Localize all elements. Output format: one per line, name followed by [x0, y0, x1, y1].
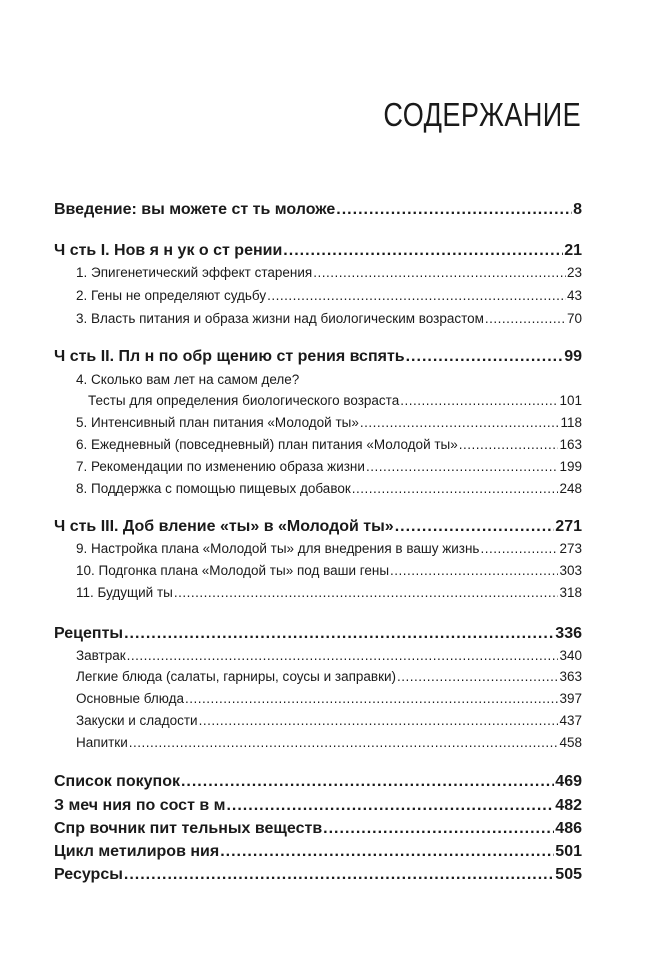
toc-entry-page: 336 [555, 625, 582, 642]
toc-entry-label: Напитки [76, 735, 128, 750]
dot-leader [220, 843, 554, 861]
dot-leader [459, 437, 559, 452]
dot-leader [199, 713, 559, 728]
dot-leader [395, 518, 555, 536]
toc-entry-main-dishes[interactable] [76, 691, 582, 706]
toc-entry-page: 21 [564, 242, 582, 259]
dot-leader [352, 481, 559, 496]
toc-entry-chapter-6[interactable] [76, 437, 582, 452]
toc-entry-label: 1. Эпигенетический эффект старения [76, 265, 313, 280]
dot-leader [336, 201, 572, 219]
toc-entry-page: 437 [559, 713, 582, 728]
dot-leader [124, 625, 554, 643]
toc-entry-label: Тесты для определения биологического возраста [88, 393, 400, 408]
toc-entry-methylation-cycle[interactable] [54, 843, 582, 861]
toc-entry-label: Ч сть I. Нов я н ук о ст рении [54, 242, 283, 259]
toc-entry-chapter-4[interactable]: 4. Сколько вам лет на самом деле? [76, 372, 300, 387]
toc-entry-page: 458 [559, 735, 582, 750]
dot-leader [174, 585, 559, 600]
toc-entry-label: Рецепты [54, 625, 124, 642]
dot-leader [406, 348, 564, 366]
toc-entry-chapter-2[interactable] [76, 288, 582, 303]
toc-entry-page: 486 [555, 820, 582, 837]
dot-leader [323, 820, 554, 838]
dot-leader [226, 797, 554, 815]
toc-entry-page: 43 [566, 288, 582, 303]
toc-entry-page: 8 [573, 201, 582, 218]
toc-entry-chapter-1[interactable] [76, 265, 582, 280]
dot-leader [485, 311, 566, 326]
toc-entry-ingredient-notes[interactable] [54, 797, 582, 815]
toc-entry-page: 163 [559, 437, 582, 452]
toc-entry-label: Цикл метилиров ния [54, 843, 220, 860]
toc-entry-page: 273 [559, 541, 582, 556]
toc-entry-page: 482 [555, 797, 582, 814]
toc-entry-page: 271 [555, 518, 582, 535]
toc-entry-page: 23 [566, 265, 582, 280]
toc-entry-page: 397 [559, 691, 582, 706]
toc-entry-part-2[interactable] [54, 348, 582, 366]
dot-leader [390, 563, 558, 578]
dot-leader [283, 242, 563, 260]
toc-entry-page: 505 [555, 866, 582, 883]
toc-entry-label: 10. Подгонка плана «Молодой ты» под ваши гены [76, 563, 390, 578]
dot-leader [397, 669, 558, 684]
toc-entry-label: 11. Будущий ты [76, 585, 173, 600]
dot-leader [124, 866, 554, 884]
toc-entry-chapter-8[interactable] [76, 481, 582, 496]
toc-entry-label: 3. Власть питания и образа жизни над биологическим возрастом [76, 311, 484, 326]
toc-entry-recipes[interactable] [54, 625, 582, 643]
dot-leader [127, 648, 559, 663]
toc-entry-chapter-4-sub[interactable] [88, 393, 582, 408]
toc-entry-resources[interactable] [54, 866, 582, 884]
toc-entry-label: 7. Рекомендации по изменению образа жизни [76, 459, 365, 474]
toc-entry-page: 118 [560, 415, 582, 430]
toc-entry-label: 6. Ежедневный (повседневный) план питания «Молодой ты» [76, 437, 458, 452]
toc-entry-page: 501 [555, 843, 582, 860]
toc-entry-chapter-5[interactable] [76, 415, 582, 430]
dot-leader [129, 735, 559, 750]
toc-entry-chapter-10[interactable] [76, 563, 582, 578]
toc-entry-label: Ресурсы [54, 866, 123, 883]
dot-leader [360, 415, 560, 430]
toc-entry-snacks-sweets[interactable] [76, 713, 582, 728]
page-title: СОДЕРЖАНИЕ [383, 96, 581, 133]
toc-entry-chapter-7[interactable] [76, 459, 582, 474]
toc-entry-label: 5. Интенсивный план питания «Молодой ты» [76, 415, 359, 430]
toc-entry-label: Спр вочник пит тельных веществ [54, 820, 323, 837]
toc-entry-page: 101 [559, 393, 582, 408]
toc-entry-page: 303 [559, 563, 582, 578]
dot-leader [400, 393, 558, 408]
toc-entry-nutrient-reference[interactable] [54, 820, 582, 838]
toc-entry-label: Завтрак [76, 648, 126, 663]
dot-leader [366, 459, 559, 474]
dot-leader [185, 691, 558, 706]
dot-leader [181, 773, 554, 791]
toc-entry-label: Основные блюда [76, 691, 185, 706]
toc-entry-chapter-9[interactable] [76, 541, 582, 556]
toc-entry-part-1[interactable] [54, 242, 582, 260]
toc-entry-label: 8. Поддержка с помощью пищевых добавок [76, 481, 351, 496]
toc-entry-part-3[interactable] [54, 518, 582, 536]
toc-entry-breakfast[interactable] [76, 648, 582, 663]
toc-entry-light-dishes[interactable] [76, 669, 582, 684]
toc-entry-label: Ч сть II. Пл н по обр щению ст рения вспять [54, 348, 405, 365]
toc-entry-shopping-list[interactable] [54, 773, 582, 791]
toc-entry-label: 9. Настройка плана «Молодой ты» для внедрения в вашу жизнь [76, 541, 480, 556]
toc-entry-chapter-11[interactable] [76, 585, 582, 600]
toc-entry-page: 340 [559, 648, 582, 663]
toc-entry-page: 469 [555, 773, 582, 790]
toc-entry-page: 248 [559, 481, 582, 496]
dot-leader [480, 541, 558, 556]
toc-entry-page: 199 [559, 459, 582, 474]
toc-entry-drinks[interactable] [76, 735, 582, 750]
toc-entry-page: 318 [559, 585, 582, 600]
toc-entry-page: 70 [566, 311, 582, 326]
toc-entry-label: З меч ния по сост в м [54, 797, 226, 814]
dot-leader [313, 265, 566, 280]
toc-entry-label: 2. Гены не определяют судьбу [76, 288, 267, 303]
toc-entry-chapter-3[interactable] [76, 311, 582, 326]
toc-entry-introduction[interactable] [54, 201, 582, 219]
toc-entry-page: 363 [559, 669, 582, 684]
toc-entry-label: Легкие блюда (салаты, гарниры, соусы и заправки) [76, 669, 397, 684]
toc-entry-label: Закуски и сладости [76, 713, 198, 728]
dot-leader [267, 288, 566, 303]
toc-entry-label: Ч сть III. Доб вление «ты» в «Молодой ты» [54, 518, 394, 535]
toc-entry-page: 99 [564, 348, 582, 365]
toc-entry-label: Список покупок [54, 773, 180, 790]
toc-entry-label: Введение: вы можете ст ть моложе [54, 201, 336, 218]
